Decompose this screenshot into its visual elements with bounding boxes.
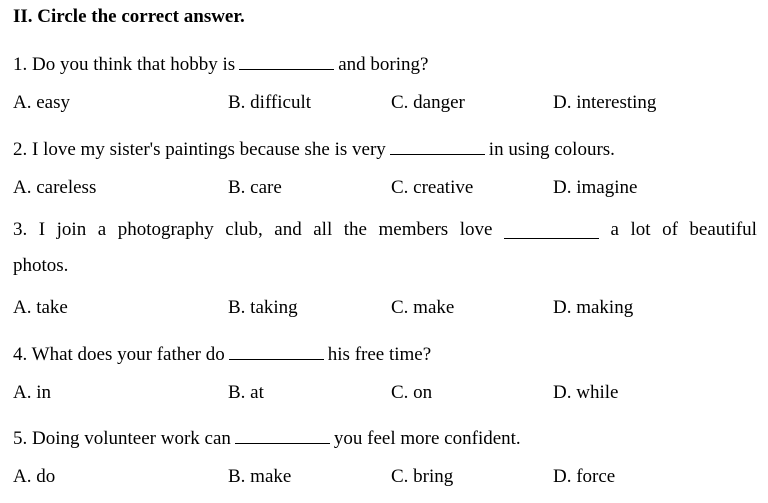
answer-blank-2[interactable] bbox=[390, 135, 485, 155]
q5-option-b[interactable]: B. make bbox=[228, 466, 292, 487]
q3-word: I bbox=[38, 219, 46, 240]
q1-option-d[interactable]: D. interesting bbox=[553, 92, 657, 113]
q3-word: members bbox=[378, 219, 449, 240]
q3-word: a bbox=[610, 219, 619, 240]
q1-option-b[interactable]: B. difficult bbox=[228, 92, 312, 113]
question-2-text-after: in using colours. bbox=[488, 139, 615, 160]
q3-option-a[interactable]: A. take bbox=[13, 297, 68, 318]
q4-option-a[interactable]: A. in bbox=[13, 382, 51, 403]
question-5 bbox=[13, 424, 521, 450]
q4-option-b[interactable]: B. at bbox=[228, 382, 264, 403]
q2-option-b[interactable]: B. care bbox=[228, 177, 282, 198]
question-4-text: 4. What does your father do bbox=[13, 344, 225, 365]
question-3 bbox=[13, 219, 757, 241]
question-2 bbox=[13, 135, 615, 161]
answer-blank-3[interactable] bbox=[504, 219, 599, 239]
q2-option-a[interactable]: A. careless bbox=[13, 177, 97, 198]
q3-option-b[interactable]: B. taking bbox=[228, 297, 298, 318]
question-1-text: 1. Do you think that hobby is bbox=[13, 54, 236, 75]
q3-word: and bbox=[274, 219, 302, 240]
answer-blank-1[interactable] bbox=[239, 50, 334, 70]
q1-option-a[interactable]: A. easy bbox=[13, 92, 70, 113]
q3-word: 3. bbox=[13, 219, 28, 240]
q5-option-d[interactable]: D. force bbox=[553, 466, 616, 487]
q3-word: the bbox=[343, 219, 367, 240]
q3-word: of bbox=[662, 219, 678, 240]
answer-blank-4[interactable] bbox=[229, 340, 324, 360]
question-2-text: 2. I love my sister's paintings because she is very bbox=[13, 139, 386, 160]
q3-word: club, bbox=[225, 219, 263, 240]
section-title: II. Circle the correct answer. bbox=[13, 6, 245, 27]
q3-word: all bbox=[313, 219, 333, 240]
question-3-line-2: photos. bbox=[13, 255, 69, 276]
q3-word: love bbox=[459, 219, 493, 240]
question-1 bbox=[13, 50, 428, 76]
question-5-text-after: you feel more confident. bbox=[333, 428, 521, 449]
q4-option-c[interactable]: C. on bbox=[391, 382, 433, 403]
question-4 bbox=[13, 340, 431, 366]
q1-option-c[interactable]: C. danger bbox=[391, 92, 465, 113]
q4-option-d[interactable]: D. while bbox=[553, 382, 619, 403]
q3-option-d[interactable]: D. making bbox=[553, 297, 634, 318]
q3-word: beautiful bbox=[689, 219, 757, 240]
q3-option-c[interactable]: C. make bbox=[391, 297, 455, 318]
q5-option-c[interactable]: C. bring bbox=[391, 466, 454, 487]
question-5-text: 5. Doing volunteer work can bbox=[13, 428, 231, 449]
q2-option-c[interactable]: C. creative bbox=[391, 177, 474, 198]
q5-option-a[interactable]: A. do bbox=[13, 466, 56, 487]
q3-word: lot bbox=[630, 219, 651, 240]
answer-blank-5[interactable] bbox=[235, 424, 330, 444]
q3-word: a bbox=[97, 219, 107, 240]
q3-word: join bbox=[56, 219, 87, 240]
question-4-text-after: his free time? bbox=[327, 344, 432, 365]
q2-option-d[interactable]: D. imagine bbox=[553, 177, 638, 198]
question-1-text-after: and boring? bbox=[338, 54, 429, 75]
q3-word: photography bbox=[117, 219, 214, 240]
